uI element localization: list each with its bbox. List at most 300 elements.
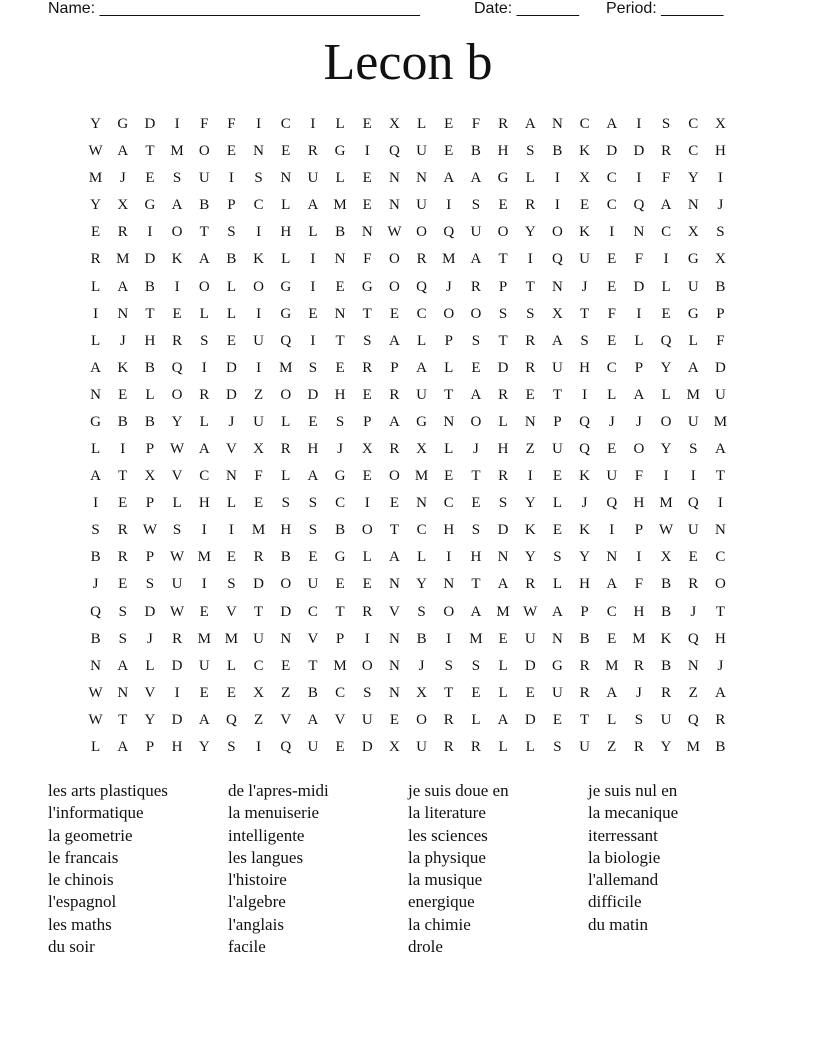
grid-letter[interactable]: E [607,441,617,458]
grid-letter[interactable]: R [362,603,373,620]
grid-letter[interactable]: L [281,197,291,214]
grid-letter[interactable]: N [253,143,264,160]
grid-letter[interactable]: S [172,522,182,539]
grid-letter[interactable]: Q [606,495,618,512]
grid-letter[interactable]: I [446,197,452,214]
grid-letter[interactable]: M [116,251,130,268]
grid-letter[interactable]: R [498,116,509,133]
grid-letter[interactable]: D [225,386,237,403]
grid-letter[interactable]: D [606,143,618,160]
grid-letter[interactable]: S [471,657,481,674]
grid-letter[interactable]: J [119,332,126,349]
grid-letter[interactable]: N [388,170,400,187]
grid-letter[interactable]: S [254,170,263,187]
grid-letter[interactable]: A [307,468,319,485]
grid-letter[interactable]: M [279,359,293,376]
grid-letter[interactable]: R [199,386,210,403]
grid-letter[interactable]: S [227,738,236,755]
grid-letter[interactable]: N [117,684,129,701]
grid-letter[interactable]: M [414,468,429,485]
grid-letter[interactable]: C [335,495,346,512]
grid-letter[interactable]: E [362,197,372,214]
grid-letter[interactable]: S [444,657,453,674]
grid-letter[interactable]: O [633,441,645,458]
grid-letter[interactable]: U [198,170,210,187]
grid-letter[interactable]: D [633,143,645,160]
grid-letter[interactable]: R [688,576,699,593]
grid-letter[interactable]: S [308,495,318,512]
grid-letter[interactable]: X [253,441,264,458]
grid-letter[interactable]: E [308,413,318,430]
grid-letter[interactable]: W [142,522,157,539]
grid-letter[interactable]: Y [687,170,699,187]
grid-letter[interactable]: R [117,224,128,241]
grid-letter[interactable]: S [498,495,508,512]
grid-letter[interactable]: E [145,170,155,187]
grid-letter[interactable]: P [145,441,155,458]
grid-letter[interactable]: O [198,143,210,160]
grid-letter[interactable]: H [714,143,726,160]
grid-letter[interactable]: L [90,332,101,349]
grid-letter[interactable]: G [334,468,346,485]
grid-letter[interactable]: T [579,711,590,728]
grid-letter[interactable]: L [281,251,291,268]
grid-letter[interactable]: E [226,143,236,160]
grid-letter[interactable]: U [307,738,319,755]
grid-letter[interactable]: B [470,143,481,160]
grid-letter[interactable]: R [525,359,536,376]
grid-letter[interactable]: A [660,197,672,214]
grid-letter[interactable]: N [687,657,699,674]
grid-letter[interactable]: B [144,413,155,430]
grid-letter[interactable]: U [687,522,699,539]
grid-letter[interactable]: H [307,441,319,458]
grid-letter[interactable]: A [633,386,645,403]
grid-letter[interactable]: S [308,359,318,376]
grid-letter[interactable]: Y [660,441,672,458]
grid-letter[interactable]: B [579,630,590,647]
grid-letter[interactable]: I [364,630,370,647]
grid-letter[interactable]: I [446,549,452,566]
grid-letter[interactable]: Q [388,143,400,160]
grid-letter[interactable]: W [88,684,103,701]
grid-letter[interactable]: D [524,657,536,674]
grid-letter[interactable]: Y [90,197,101,214]
grid-letter[interactable]: T [335,603,345,620]
grid-letter[interactable]: G [687,251,699,268]
grid-letter[interactable]: U [253,332,264,349]
grid-letter[interactable]: Y [579,549,590,566]
grid-letter[interactable]: L [199,413,209,430]
grid-letter[interactable]: L [498,738,508,755]
grid-letter[interactable]: E [335,576,345,593]
grid-letter[interactable]: A [117,738,129,755]
grid-letter[interactable]: E [471,684,481,701]
grid-letter[interactable]: I [364,495,370,512]
grid-letter[interactable]: S [526,143,535,160]
grid-letter[interactable]: Q [551,251,563,268]
grid-letter[interactable]: I [310,278,316,295]
grid-letter[interactable]: T [362,305,372,322]
grid-letter[interactable]: J [608,413,615,430]
grid-letter[interactable]: N [524,413,536,430]
grid-letter[interactable]: C [253,197,264,214]
grid-letter[interactable]: G [416,413,427,430]
grid-letter[interactable]: I [256,305,262,322]
grid-letter[interactable]: O [416,711,427,728]
grid-letter[interactable]: E [362,468,372,485]
grid-letter[interactable]: O [361,657,373,674]
grid-letter[interactable]: S [471,332,481,349]
grid-letter[interactable]: K [579,522,590,539]
grid-letter[interactable]: A [198,251,210,268]
grid-letter[interactable]: T [199,224,209,241]
grid-letter[interactable]: G [280,305,292,322]
grid-letter[interactable]: L [90,738,101,755]
grid-letter[interactable]: Z [281,684,291,701]
grid-letter[interactable]: Q [443,224,455,241]
grid-letter[interactable]: A [90,468,101,485]
grid-letter[interactable]: O [416,224,427,241]
grid-letter[interactable]: W [387,224,402,241]
grid-letter[interactable]: O [470,305,482,322]
grid-letter[interactable]: A [470,170,482,187]
grid-letter[interactable]: O [361,522,373,539]
grid-letter[interactable]: Y [416,576,427,593]
grid-letter[interactable]: E [199,684,209,701]
grid-letter[interactable]: C [335,684,346,701]
grid-letter[interactable]: R [416,251,427,268]
grid-letter[interactable]: L [607,386,617,403]
grid-letter[interactable]: C [606,170,617,187]
grid-letter[interactable]: N [361,224,373,241]
grid-letter[interactable]: Q [687,630,699,647]
grid-letter[interactable]: L [226,657,236,674]
grid-letter[interactable]: M [170,143,184,160]
grid-letter[interactable]: L [90,278,101,295]
grid-letter[interactable]: R [389,441,400,458]
grid-letter[interactable]: H [497,441,509,458]
grid-letter[interactable]: J [337,441,343,458]
grid-letter[interactable]: V [388,603,400,620]
grid-letter[interactable]: C [661,224,672,241]
grid-letter[interactable]: F [661,170,671,187]
grid-letter[interactable]: N [117,305,129,322]
grid-letter[interactable]: L [552,495,562,512]
grid-letter[interactable]: E [389,495,399,512]
grid-letter[interactable]: R [579,684,590,701]
grid-letter[interactable]: J [119,170,126,187]
grid-letter[interactable]: T [389,522,399,539]
grid-letter[interactable]: S [716,224,725,241]
grid-letter[interactable]: H [633,495,645,512]
grid-letter[interactable]: Y [524,549,536,566]
grid-letter[interactable]: U [579,251,590,268]
grid-letter[interactable]: N [90,657,101,674]
grid-letter[interactable]: R [633,657,644,674]
grid-letter[interactable]: A [606,684,618,701]
grid-letter[interactable]: A [470,603,482,620]
grid-letter[interactable]: L [444,359,454,376]
grid-letter[interactable]: N [443,576,455,593]
grid-letter[interactable]: V [225,441,237,458]
grid-letter[interactable]: B [144,278,155,295]
grid-letter[interactable]: M [333,197,347,214]
grid-letter[interactable]: H [171,738,183,755]
grid-letter[interactable]: I [93,495,99,512]
grid-letter[interactable]: Z [525,441,535,458]
grid-letter[interactable]: F [634,251,644,268]
grid-letter[interactable]: L [199,305,209,322]
grid-letter[interactable]: C [443,495,454,512]
grid-letter[interactable]: I [228,170,234,187]
grid-letter[interactable]: C [688,116,699,133]
grid-letter[interactable]: S [661,116,671,133]
grid-letter[interactable]: T [308,657,318,674]
grid-letter[interactable]: C [688,143,699,160]
grid-letter[interactable]: R [498,468,509,485]
grid-letter[interactable]: U [253,413,264,430]
grid-letter[interactable]: J [418,657,425,674]
grid-letter[interactable]: K [579,224,590,241]
grid-letter[interactable]: I [201,359,207,376]
grid-letter[interactable]: N [388,197,400,214]
grid-letter[interactable]: Q [171,359,183,376]
grid-letter[interactable]: M [251,522,266,539]
grid-letter[interactable]: Q [416,278,427,295]
grid-letter[interactable]: E [90,224,101,241]
grid-letter[interactable]: U [361,711,373,728]
grid-letter[interactable]: U [606,468,618,485]
grid-letter[interactable]: O [497,224,509,241]
grid-letter[interactable]: I [663,251,669,268]
grid-letter[interactable]: E [389,305,399,322]
grid-letter[interactable]: R [90,251,101,268]
grid-letter[interactable]: I [609,522,615,539]
grid-letter[interactable]: E [281,143,291,160]
grid-letter[interactable]: A [470,251,482,268]
grid-letter[interactable]: B [416,630,427,647]
grid-letter[interactable]: E [525,386,535,403]
grid-letter[interactable]: E [607,278,617,295]
grid-letter[interactable]: S [553,738,562,755]
grid-letter[interactable]: E [444,468,454,485]
grid-letter[interactable]: S [417,603,426,620]
grid-letter[interactable]: M [469,630,483,647]
grid-letter[interactable]: C [416,522,427,539]
grid-letter[interactable]: N [714,522,726,539]
grid-letter[interactable]: K [117,359,129,376]
grid-letter[interactable]: U [171,576,183,593]
grid-letter[interactable]: A [307,197,319,214]
grid-letter[interactable]: E [661,305,671,322]
grid-letter[interactable]: A [117,143,129,160]
grid-letter[interactable]: U [551,684,563,701]
grid-letter[interactable]: W [88,711,103,728]
grid-letter[interactable]: Q [687,495,699,512]
grid-letter[interactable]: P [145,738,155,755]
grid-letter[interactable]: L [172,495,182,512]
name-field[interactable]: Name: ____________________________________ [48,0,420,17]
grid-letter[interactable]: H [714,630,726,647]
grid-letter[interactable]: N [90,386,101,403]
grid-letter[interactable]: F [227,116,236,133]
grid-letter[interactable]: O [551,224,563,241]
grid-letter[interactable]: N [416,170,427,187]
grid-letter[interactable]: Z [607,738,617,755]
grid-letter[interactable]: M [197,549,211,566]
grid-letter[interactable]: B [661,603,672,620]
grid-letter[interactable]: J [635,413,642,430]
grid-letter[interactable]: D [171,657,183,674]
grid-letter[interactable]: I [527,251,533,268]
grid-letter[interactable]: F [363,251,372,268]
grid-letter[interactable]: A [198,711,210,728]
grid-letter[interactable]: G [280,278,292,295]
grid-letter[interactable]: I [310,332,316,349]
grid-letter[interactable]: G [551,657,563,674]
grid-letter[interactable]: E [226,684,236,701]
grid-letter[interactable]: K [171,251,183,268]
grid-letter[interactable]: O [660,413,672,430]
grid-letter[interactable]: S [308,522,318,539]
grid-letter[interactable]: X [551,305,563,322]
grid-letter[interactable]: D [280,603,292,620]
grid-letter[interactable]: P [498,278,508,295]
grid-letter[interactable]: H [443,522,455,539]
grid-letter[interactable]: S [118,603,127,620]
grid-letter[interactable]: W [169,441,185,458]
grid-letter[interactable]: L [226,278,236,295]
grid-letter[interactable]: N [551,278,563,295]
grid-letter[interactable]: J [635,684,642,701]
grid-letter[interactable]: X [687,224,699,241]
grid-letter[interactable]: I [147,224,153,241]
grid-letter[interactable]: I [120,441,126,458]
grid-letter[interactable]: B [715,738,726,755]
grid-letter[interactable]: Y [171,413,183,430]
grid-letter[interactable]: R [525,576,536,593]
grid-letter[interactable]: E [498,630,508,647]
grid-letter[interactable]: G [117,116,129,133]
grid-letter[interactable]: X [714,116,726,133]
grid-letter[interactable]: Q [280,332,292,349]
grid-letter[interactable]: U [253,630,264,647]
grid-letter[interactable]: Y [524,224,536,241]
grid-letter[interactable]: T [145,143,155,160]
grid-letter[interactable]: I [174,278,180,295]
grid-letter[interactable]: U [307,170,319,187]
grid-letter[interactable]: M [686,386,700,403]
grid-letter[interactable]: T [525,278,535,295]
grid-letter[interactable]: G [334,143,346,160]
grid-letter[interactable]: Q [280,738,292,755]
grid-letter[interactable]: X [416,684,427,701]
grid-letter[interactable]: J [581,495,588,512]
grid-letter[interactable]: I [310,251,316,268]
grid-letter[interactable]: Y [198,738,210,755]
grid-letter[interactable]: P [634,522,644,539]
grid-letter[interactable]: B [715,278,726,295]
period-field[interactable]: Period: _______ [606,0,724,17]
grid-letter[interactable]: W [658,522,674,539]
grid-letter[interactable]: T [335,332,345,349]
grid-letter[interactable]: I [636,116,642,133]
grid-letter[interactable]: D [633,278,645,295]
grid-letter[interactable]: O [171,386,183,403]
grid-letter[interactable]: L [416,332,427,349]
grid-letter[interactable]: L [471,711,481,728]
grid-letter[interactable]: I [717,495,723,512]
grid-letter[interactable]: U [198,657,210,674]
grid-letter[interactable]: A [551,603,563,620]
grid-letter[interactable]: E [118,576,128,593]
grid-letter[interactable]: T [498,332,508,349]
grid-letter[interactable]: P [634,359,644,376]
grid-letter[interactable]: B [280,549,291,566]
grid-letter[interactable]: P [390,359,399,376]
grid-letter[interactable]: N [388,657,400,674]
grid-letter[interactable]: O [253,278,264,295]
grid-letter[interactable]: B [226,251,237,268]
grid-letter[interactable]: X [660,549,672,566]
grid-letter[interactable]: F [471,116,481,133]
word-search-grid[interactable] [82,111,734,761]
grid-letter[interactable]: B [661,657,672,674]
grid-letter[interactable]: X [117,197,129,214]
grid-letter[interactable]: D [144,603,156,620]
grid-letter[interactable]: O [388,278,400,295]
grid-letter[interactable]: G [334,549,346,566]
grid-letter[interactable]: J [228,413,235,430]
grid-letter[interactable]: O [280,386,292,403]
grid-letter[interactable]: K [660,630,672,647]
grid-letter[interactable]: R [579,657,590,674]
grid-letter[interactable]: E [172,305,182,322]
grid-letter[interactable]: L [607,711,617,728]
grid-letter[interactable]: E [253,495,264,512]
grid-letter[interactable]: I [554,197,560,214]
grid-letter[interactable]: Q [687,711,699,728]
grid-letter[interactable]: U [551,359,563,376]
grid-letter[interactable]: L [498,657,508,674]
grid-letter[interactable]: W [523,603,538,620]
grid-letter[interactable]: R [253,549,264,566]
grid-letter[interactable]: H [144,332,156,349]
grid-letter[interactable]: T [715,603,725,620]
grid-letter[interactable]: O [443,305,455,322]
grid-letter[interactable]: L [145,386,155,403]
grid-letter[interactable]: E [607,332,617,349]
grid-letter[interactable]: E [118,495,128,512]
grid-letter[interactable]: U [687,413,699,430]
grid-letter[interactable]: U [524,630,536,647]
grid-letter[interactable]: C [307,603,318,620]
grid-letter[interactable]: P [227,197,236,214]
grid-letter[interactable]: V [171,468,183,485]
grid-letter[interactable]: D [171,711,183,728]
grid-letter[interactable]: L [335,116,345,133]
grid-letter[interactable]: R [633,738,644,755]
grid-letter[interactable]: O [280,576,292,593]
grid-letter[interactable]: H [198,495,210,512]
grid-letter[interactable]: I [201,522,207,539]
grid-letter[interactable]: D [524,711,536,728]
grid-letter[interactable]: C [715,549,726,566]
grid-letter[interactable]: L [281,413,291,430]
grid-letter[interactable]: D [144,116,156,133]
grid-letter[interactable]: X [388,738,400,755]
